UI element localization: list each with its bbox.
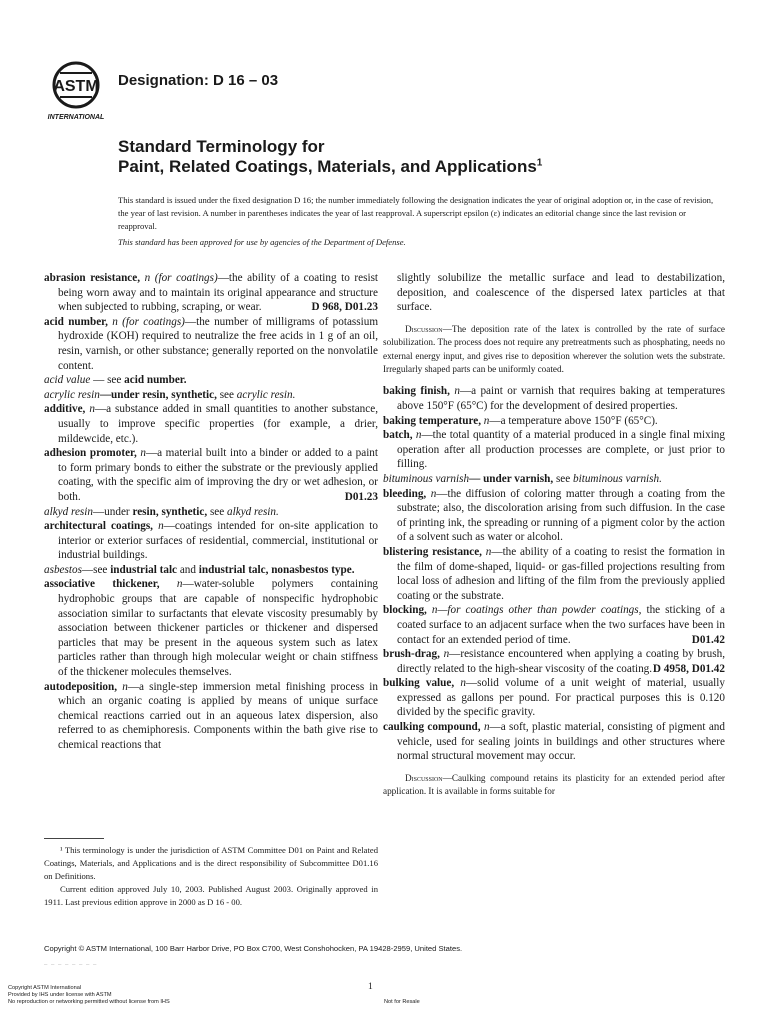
entry-caulking-compound: caulking compound, n—a soft, plastic material, consisting of pigment and vehicle, used for sealing joints in buildings and other structures where normal structural movement may occur.: [383, 721, 725, 763]
designation: Designation: D 16 – 03: [118, 72, 279, 89]
entry-autodeposition: autodeposition, n—a single-step immersion metal finishing process in which an organic coating is applied by means of unique surface chemical reactions carried out in an aqueous latex dispersion, also referred to as chemiphoresis. Components within the bath give rise to chemical reactions that: [44, 680, 379, 751]
entry-architectural-coatings: architectural coatings, n—coatings intended for on-site application to interior or exterior surfaces of residential, commercial, institutional or industrial buildings.: [44, 520, 378, 562]
discussion-caulking: Discussion—Caulking compound retains its plasticity for an extended period after application. It is available in forms suitable for: [383, 772, 725, 797]
entry-adhesion-promoter: adhesion promoter, n—a material built into a binder or added to a paint to form primary bonds to either the substrate or the previously applied coating, with the specific aim of improving the dry or wet adhesion, or both. D01.23: [44, 447, 379, 503]
title-line-2: Paint, Related Coatings, Materials, and Applications$^1$: [118, 157, 543, 176]
svg-text:ASTM: ASTM: [53, 78, 99, 95]
license-line-3: No reproduction or networking permitted without license from IHS: [8, 999, 170, 1005]
entry-bulking-value: bulking value, n—solid volume of a unit weight of material, usually expressed as gallons per pound. For practical purposes this is 0.120 divided by the specific gravity.: [383, 677, 725, 719]
entry-baking-finish: baking finish, n—a paint or varnish that requires baking at temperatures above 150°F (65°C) for the development of desired properties.: [383, 385, 725, 412]
entry-acrylic-resin: acrylic resin—under resin, synthetic, see acrylic resin.: [44, 388, 296, 401]
entry-blistering-resistance: blistering resistance, n—the ability of a coating to resist the formation in the film of dome-shaped, liquid- or gas-filled projections resulting from local loss of adhesion and lifting of the film from the previously applied coating or the substrate.: [383, 545, 725, 602]
entry-acid-value: acid value — see acid number.: [44, 374, 187, 387]
copyright-line: Copyright © ASTM International, 100 Barr Harbor Drive, PO Box C700, West Conshohocken, PA 19428-2959, United States.: [44, 944, 463, 953]
astm-logo: [36, 57, 116, 123]
left-column: [44, 271, 378, 753]
page-number: 1: [368, 982, 373, 992]
right-column: [383, 271, 725, 807]
approval-note: This standard has been approved for use by agencies of the Department of Defense.: [118, 237, 406, 247]
entry-bituminous-varnish: bituminous varnish— under varnish, see bituminous varnish.: [383, 472, 662, 485]
discussion-autodeposition: Discussion—The deposition rate of the latex is controlled by the rate of surface solubilization. The process does not require any pretreatments such as phosphating, needs no external energy input, and gives rise to deposition wherever the solution wets the substrate. Irregularly shaped parts can be uniformly coated.: [383, 323, 725, 374]
entry-baking-temperature: baking temperature, n—a temperature above 150°F (65°C).: [383, 414, 658, 427]
footnotes: [44, 844, 378, 909]
entry-associative-thickener: associative thickener, n—water-soluble polymers containing hydrophobic groups that are capable of nonspecific hydrophobic association similar to surfactants that elevate viscosity presumably by association between thickener particles or thickener and dispersed particles that may be present in the aqueous system such as latex particles rather than through high molecular weight or chain stiffness of the thickener molecules themselves.: [44, 578, 379, 679]
footnote-1: ¹ This terminology is under the jurisdiction of ASTM Committee D01 on Paint and Related Coatings, Materials, and Applications and is the direct responsibility of Subcommittee D01.16 on Definitions.: [44, 845, 378, 881]
title-footnote-mark: 1: [536, 157, 543, 169]
entry-abrasion-resistance: abrasion resistance, n (for coatings)—the ability of a coating to resist being worn away and to maintain its original appearance and structure when subjected to rubbing, scraping, or wear. D 968, D01.23: [44, 272, 379, 314]
not-for-resale: Not for Resale: [384, 999, 420, 1005]
entry-batch: batch, n—the total quantity of a material produced in a single final mixing operation after all production processes are complete, or just prior to filling.: [383, 429, 725, 471]
title-line-1: Standard Terminology for: [118, 137, 325, 156]
license-line-2: Provided by IHS under license with ASTM: [8, 992, 112, 998]
entry-additive: additive, n—a substance added in small quantities to another substance, usually to improve specific properties (for example, a drier, mildewcide, etc.).: [44, 403, 378, 445]
footnote-2: Current edition approved July 10, 2003. Published August 2003. Originally approved in 1911. Last previous edition approve in 2000 as D 16 - 00.: [44, 884, 378, 907]
entry-bleeding: bleeding, n—the diffusion of coloring matter through a coating from the substrate; also, the discoloration arising from such diffusion. In the case of printing ink, the spreading or running of a pigment color by the action of a solvent such as water or alcohol.: [383, 487, 725, 544]
license-line-1: Copyright ASTM International: [8, 985, 82, 991]
faint-mark: – – – – – – – –: [44, 962, 98, 968]
intro-paragraph: This standard is issued under the fixed designation D 16; the number immediately following the designation indicates the year of original adoption or, in the case of revision, the year of last revision. A number in parentheses indicates the year of last reapproval. A superscript epsilon (ε) indicates an editorial change since the last revision or reapproval.: [118, 195, 714, 231]
entry-blocking: blocking, n—for coatings other than powder coatings, the sticking of a coated surface to an adjacent surface when the two surfaces have been in contact for an extended period of time. D01.42: [383, 604, 725, 646]
footnote-divider: [44, 838, 104, 839]
entry-asbestos: asbestos—see industrial talc and industrial talc, nonasbestos type.: [44, 563, 355, 576]
entry-brush-drag: brush-drag, n—resistance encountered when applying a coating by brush, directly related to the high-shear viscosity of the coating. D 4958, D01.42: [383, 648, 725, 675]
entry-acid-number: acid number, n (for coatings)—the number of milligrams of potassium hydroxide (KOH) required to neutralize the free acids in 1 g of an oil, resin, varnish, or other substance; generally reported on the nonvolatile content.: [44, 315, 379, 372]
autodeposition-continuation: slightly solubilize the metallic surface and lead to destabilization, deposition, and coalescence of the dispersed latex particles at that surface.: [397, 272, 725, 314]
svg-text:INTERNATIONAL: INTERNATIONAL: [47, 114, 105, 121]
entry-alkyd-resin: alkyd resin—under resin, synthetic, see alkyd resin.: [44, 505, 279, 518]
